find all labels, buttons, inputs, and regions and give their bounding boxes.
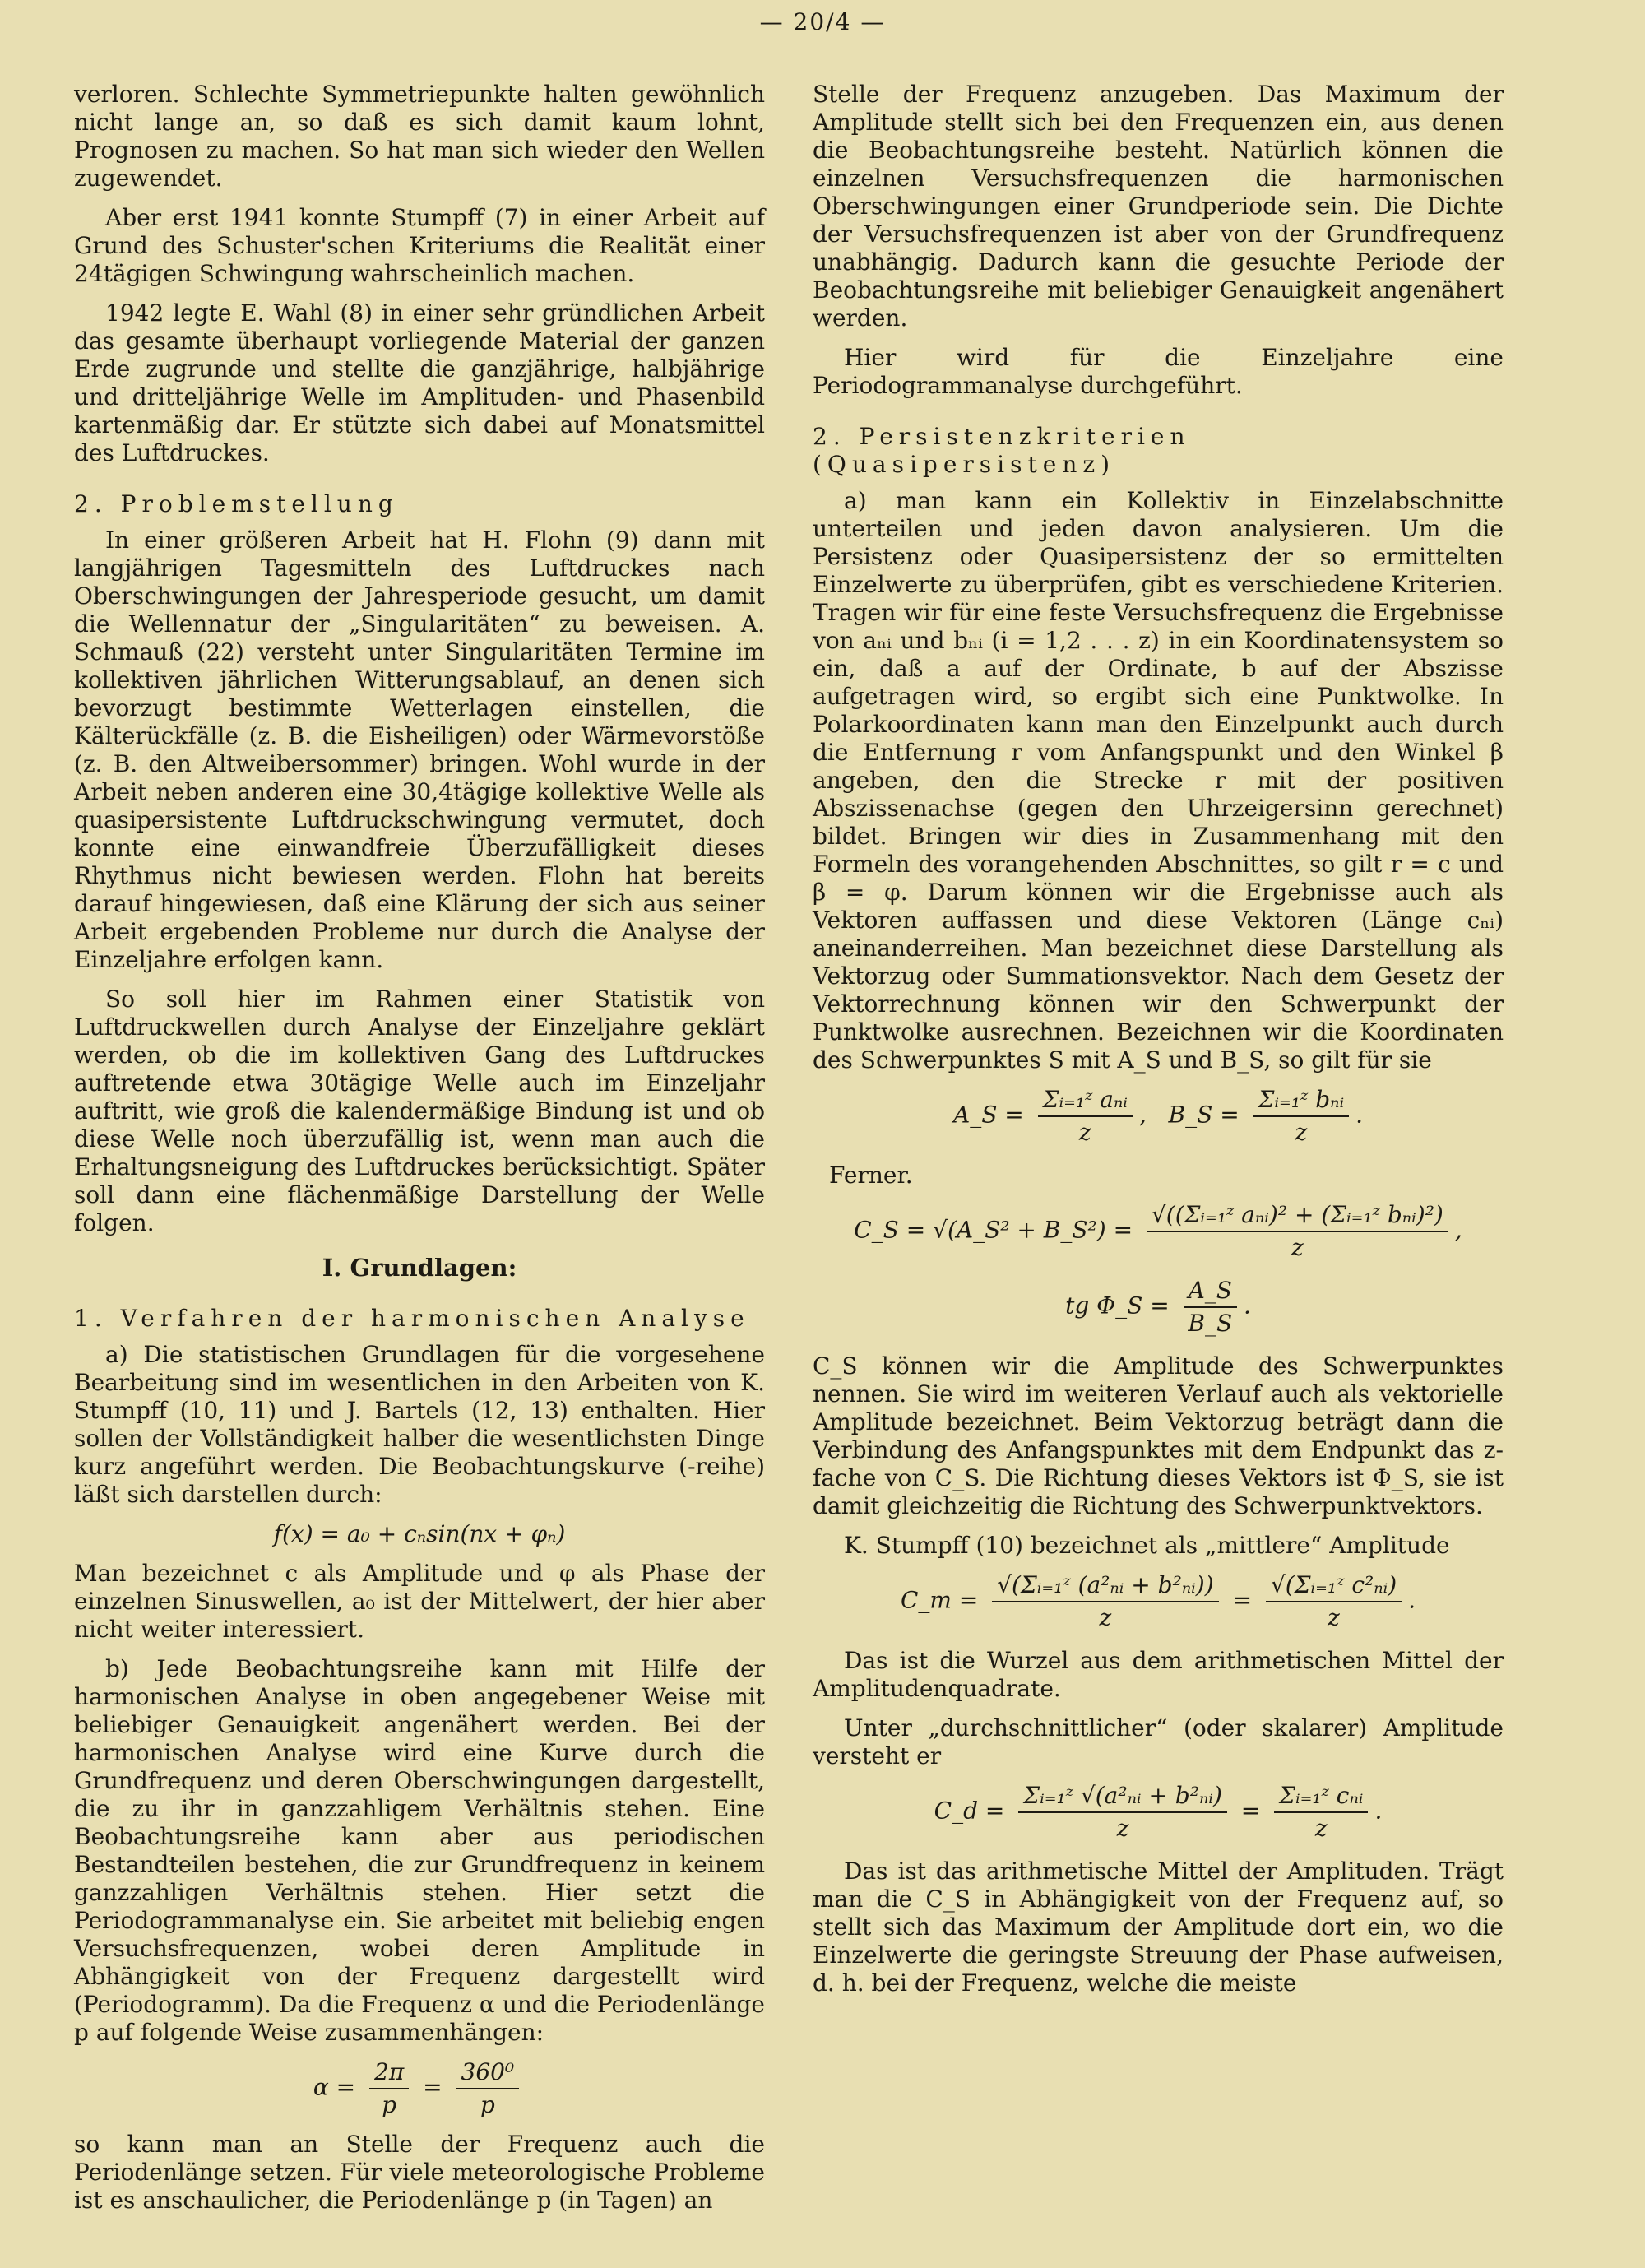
fraction — [992, 1571, 1218, 1632]
formula-cm: C_m = $\frac{\text{√(Σᵢ₌₁ᶻ (a²ₙᵢ + b²ₙᵢ))}}{z}$ = $\frac{\text{√(Σᵢ₌₁ᶻ c²ₙᵢ)}}{z}$ . — [900, 1571, 1416, 1631]
numerator: √(Σᵢ₌₁ᶻ c²ₙᵢ) — [1266, 1571, 1402, 1602]
denominator: p — [480, 2091, 495, 2118]
equals-sign: = — [423, 2073, 443, 2101]
paragraph: a) man kann ein Kollektiv in Einzelabschnitte unterteilen und jeden davon analysieren. Um die Persistenz oder Quasipersistenz der so ermittelten Einzelwerte zu überprüfen, gibt es verschiedene Kriterien. Tragen wir für eine feste Versuchsfrequenz die Ergebnisse von aₙᵢ und bₙᵢ (i = 1,2 . . . z) in ein Koordinatensystem so ein, daß a auf der Ordinate, b auf der Abszisse aufgetragen wird, so ergibt sich eine Punktwolke. In Polarkoordinaten kann man den Einzelpunkt auch durch die Entfernung r vom Anfangspunkt und den Winkel β angeben, den die Strecke r mit der positiven Abszissenachse (gegen den Uhrzeigersinn gerechnet) bildet. Bringen wir dies in Zusammenhang mit den Formeln des vorangehenden Abschnittes, so gilt r = c und β = φ. Darum können wir die Ergebnisse auch als Vektoren auffassen und diese Vektoren (Länge cₙᵢ) aneinanderreihen. Man bezeichnet diese Darstellung als Vektorzug oder Summationsvektor. Nach dem Gesetz der Vektorrechnung können wir den Schwerpunkt der Punktwolke ausrechnen. Bezeichnen wir die Koordinaten des Schwerpunktes S mit A_S und B_S, so gilt für sie — [813, 487, 1504, 1074]
left-column — [74, 81, 765, 2226]
numerator: Σᵢ₌₁ᶻ bₙᵢ — [1253, 1086, 1350, 1117]
paragraph: verloren. Schlechte Symmetriepunkte halten gewöhnlich nicht lange an, so daß es sich damit kaum lohnt, Prognosen zu machen. So hat man sich wieder den Wellen zugewendet. — [74, 81, 765, 192]
paragraph: In einer größeren Arbeit hat H. Flohn (9) dann mit langjährigen Tagesmitteln des Luftdruckes nach Oberschwingungen der Jahresperiode gesucht, um damit die Wellennatur der „Singularitäten“ zu beweisen. A. Schmauß (22) versteht unter Singularitäten Termine im kollektiven jährlichen Witterungsablauf, an denen sich bevorzugt bestimmte Wetterlagen einstellen, die Kälterückfälle (z. B. die Eisheiligen) oder Wärmevorstöße (z. B. den Altweibersommer) bringen. Wohl wurde in der Arbeit neben anderen eine 30,4tägige kollektive Welle als quasipersistente Luftdruckschwingung vermutet, doch konnte eine einwandfreie Überzufälligkeit dieses Rhythmus nicht bewiesen werden. Flohn hat bereits darauf hingewiesen, daß eine Klärung der sich aus seiner Arbeit ergebenden Probleme nur durch die Analyse der Einzeljahre erfolgen kann. — [74, 526, 765, 973]
chapter-heading-grundlagen: I. Grundlagen: — [322, 1254, 517, 1282]
paragraph: 1942 legte E. Wahl (8) in einer sehr gründlichen Arbeit das gesamte überhaupt vorliegende Material der ganzen Erde zugrunde und stellte die ganzjährige, halbjährige und dritteljährige Welle im Amplituden- und Phasenbild kartenmäßig dar. Er stützte sich dabei auf Monatsmittel des Luftdruckes. — [74, 299, 765, 466]
section-heading-problemstellung: 2. Problemstellung — [74, 490, 399, 517]
paragraph: Unter „durchschnittlicher“ (oder skalarer) Amplitude versteht er — [813, 1714, 1504, 1769]
numerator: √((Σᵢ₌₁ᶻ aₙᵢ)² + (Σᵢ₌₁ᶻ bₙᵢ)²) — [1147, 1201, 1448, 1232]
section-heading-persistenzkriterien: 2. Persistenzkriterien (Quasipersistenz) — [813, 423, 1191, 478]
denominator: z — [1099, 1604, 1112, 1631]
paragraph: Stelle der Frequenz anzugeben. Das Maximum der Amplitude stellt sich bei den Frequenzen ein, aus denen die Beobachtungsreihe besteht. Natürlich können die einzelnen Versuchsfrequenzen die harmonischen Oberschwingungen einer Grundperiode sein. Die Dichte der Versuchsfrequenzen ist aber von der Grundfrequenz unabhängig. Dadurch kann die gesuchte Periode der Beobachtungsreihe mit beliebiger Genauigkeit angenähert werden. — [813, 81, 1504, 332]
paragraph: Aber erst 1941 konnte Stumpff (7) in einer Arbeit auf Grund des Schuster'schen Kriteriums die Realität einer 24tägigen Schwingung wahrscheinlich machen. — [74, 204, 765, 287]
fraction — [1184, 1277, 1237, 1338]
fraction — [369, 2058, 409, 2119]
formula-alpha-lhs: α = — [313, 2073, 356, 2101]
paragraph: so kann man an Stelle der Frequenz auch die Periodenlänge setzen. Für viele meteorologische Probleme ist es anschaulicher, die Periodenlänge p (in Tagen) an — [74, 2131, 765, 2214]
formula-fx: f(x) = a₀ + cₙsin(nx + φₙ) — [273, 1520, 566, 1547]
numerator: √(Σᵢ₌₁ᶻ (a²ₙᵢ + b²ₙᵢ)) — [992, 1571, 1218, 1602]
denominator: p — [382, 2091, 397, 2118]
formula-tg-phi: tg Φ_S = $\frac{A\_S}{B\_S}$ . — [1065, 1277, 1251, 1337]
denominator: z — [1078, 1119, 1091, 1146]
formula-as-lhs: A_S = — [952, 1101, 1024, 1129]
formula-cd-lhs: C_d = — [934, 1797, 1005, 1825]
paragraph: a) Die statistischen Grundlagen für die vorgesehene Bearbeitung sind im wesentlichen in den Arbeiten von K. Stumpff (10, 11) und J. Bartels (12, 13) enthalten. Hier sollen der Vollständigkeit halber die wesentlichsten Dinge kurz angeführt werden. Die Beobachtungskurve (-reihe) läßt sich darstellen durch: — [74, 1341, 765, 1508]
section-heading-harmonische-analyse: 1. Verfahren der harmonischen Analyse — [74, 1305, 750, 1332]
numerator: 360⁰ — [456, 2058, 520, 2089]
fraction — [456, 2058, 520, 2119]
fraction — [1266, 1571, 1402, 1632]
paragraph: Man bezeichnet c als Amplitude und φ als Phase der einzelnen Sinuswellen, a₀ ist der Mittelwert, der hier aber nicht weiter interessiert. — [74, 1560, 765, 1643]
equals-sign: = — [1240, 1797, 1261, 1825]
denominator: z — [1314, 1815, 1328, 1842]
fraction — [1274, 1782, 1368, 1843]
formula-bs-lhs: B_S = — [1168, 1101, 1240, 1129]
denominator: z — [1116, 1815, 1129, 1842]
paragraph: b) Jede Beobachtungsreihe kann mit Hilfe der harmonischen Analyse in oben angegebener Weise mit beliebiger Genauigkeit angenähert werden. Bei der harmonischen Analyse wird eine Kurve durch die Grundfrequenz und deren Oberschwingungen dargestellt, die zu ihr in ganzzahligem Verhältnis stehen. Eine Beobachtungsreihe kann aber aus periodischen Bestandteilen bestehen, die zur Grundfrequenz in keinem ganzzahligen Verhältnis stehen. Hier setzt die Periodogrammanalyse ein. Sie arbeitet mit beliebig engen Versuchsfrequenzen, wobei deren Amplitude in Abhängigkeit von der Frequenz dargestellt wird (Periodogramm). Da die Frequenz α und die Periodenlänge p auf folgende Weise zusammenhängen: — [74, 1655, 765, 2046]
fraction — [1253, 1086, 1350, 1147]
page-number: — 20/4 — — [759, 8, 886, 35]
formula-cm-lhs: C_m = — [900, 1586, 979, 1614]
numerator: A_S — [1184, 1277, 1237, 1308]
denominator: z — [1295, 1119, 1308, 1146]
denominator: z — [1291, 1234, 1304, 1261]
paragraph: Das ist die Wurzel aus dem arithmetischen Mittel der Amplitudenquadrate. — [813, 1647, 1504, 1702]
denominator: B_S — [1188, 1310, 1233, 1337]
equals-sign: = — [1232, 1586, 1253, 1614]
fraction — [1147, 1201, 1448, 1262]
formula-alpha — [74, 2058, 765, 2119]
paragraph: Das ist das arithmetische Mittel der Amplituden. Trägt man die C_S in Abhängigkeit von der Frequenz auf, so stellt sich das Maximum der Amplitude dort ein, wo die Einzelwerte die geringste Streuung der Phase aufweisen, d. h. bei der Frequenz, welche die meiste — [813, 1858, 1504, 1997]
fraction — [1038, 1086, 1133, 1147]
formula-cs: C_S = √(A_S² + B_S²) = $\frac{\text{√((Σᵢ₌₁ᶻ aₙᵢ)² + (Σᵢ₌₁ᶻ bₙᵢ)²)}}{z}$ , — [854, 1201, 1462, 1261]
paragraph: C_S können wir die Amplitude des Schwerpunktes nennen. Sie wird im weiteren Verlauf auch als vektorielle Amplitude bezeichnet. Beim Vektorzug beträgt dann die Verbindung des Anfangspunktes mit dem Endpunkt das z-fache von C_S. Die Richtung dieses Vektors ist Φ_S, sie ist damit gleichzeitig die Richtung des Schwerpunktvektors. — [813, 1352, 1504, 1519]
numerator: Σᵢ₌₁ᶻ aₙᵢ — [1038, 1086, 1133, 1117]
fraction — [1018, 1782, 1227, 1843]
paragraph: So soll hier im Rahmen einer Statistik von Luftdruckwellen durch Analyse der Einzeljahre geklärt werden, ob die im kollektiven Gang des Luftdruckes auftretende etwa 30tägige Welle auch im Einzeljahr auftritt, wie groß die kalendermäßige Bindung ist und ob diese Welle noch überzufällig ist, wenn man auch die Erhaltungsneigung des Luftdruckes berücksichtigt. Später soll dann eine flächenmäßige Darstellung der Welle folgen. — [74, 986, 765, 1236]
numerator: Σᵢ₌₁ᶻ √(a²ₙᵢ + b²ₙᵢ) — [1018, 1782, 1227, 1813]
paragraph: Hier wird für die Einzeljahre eine Periodogrammanalyse durchgeführt. — [813, 344, 1504, 399]
paragraph: K. Stumpff (10) bezeichnet als „mittlere“ Amplitude — [844, 1532, 1450, 1559]
paragraph-ferner: Ferner. — [829, 1162, 913, 1189]
formula-as-bs: A_S = $\frac{\text{Σᵢ₌₁ᶻ aₙᵢ}}{z}$ , B_S = $\frac{\text{Σᵢ₌₁ᶻ bₙᵢ}}{z}$ . — [952, 1086, 1364, 1146]
formula-cs-lhs: C_S = √(A_S² + B_S²) = — [854, 1216, 1133, 1244]
denominator: z — [1328, 1604, 1340, 1631]
numerator: 2π — [369, 2058, 409, 2089]
formula-tg-lhs: tg Φ_S = — [1065, 1292, 1170, 1320]
numerator: Σᵢ₌₁ᶻ cₙᵢ — [1274, 1782, 1368, 1813]
formula-cd: C_d = $\frac{\text{Σᵢ₌₁ᶻ √(a²ₙᵢ + b²ₙᵢ)}}{z}$ = $\frac{\text{Σᵢ₌₁ᶻ cₙᵢ}}{z}$ . — [934, 1782, 1383, 1842]
right-column — [813, 81, 1504, 2009]
